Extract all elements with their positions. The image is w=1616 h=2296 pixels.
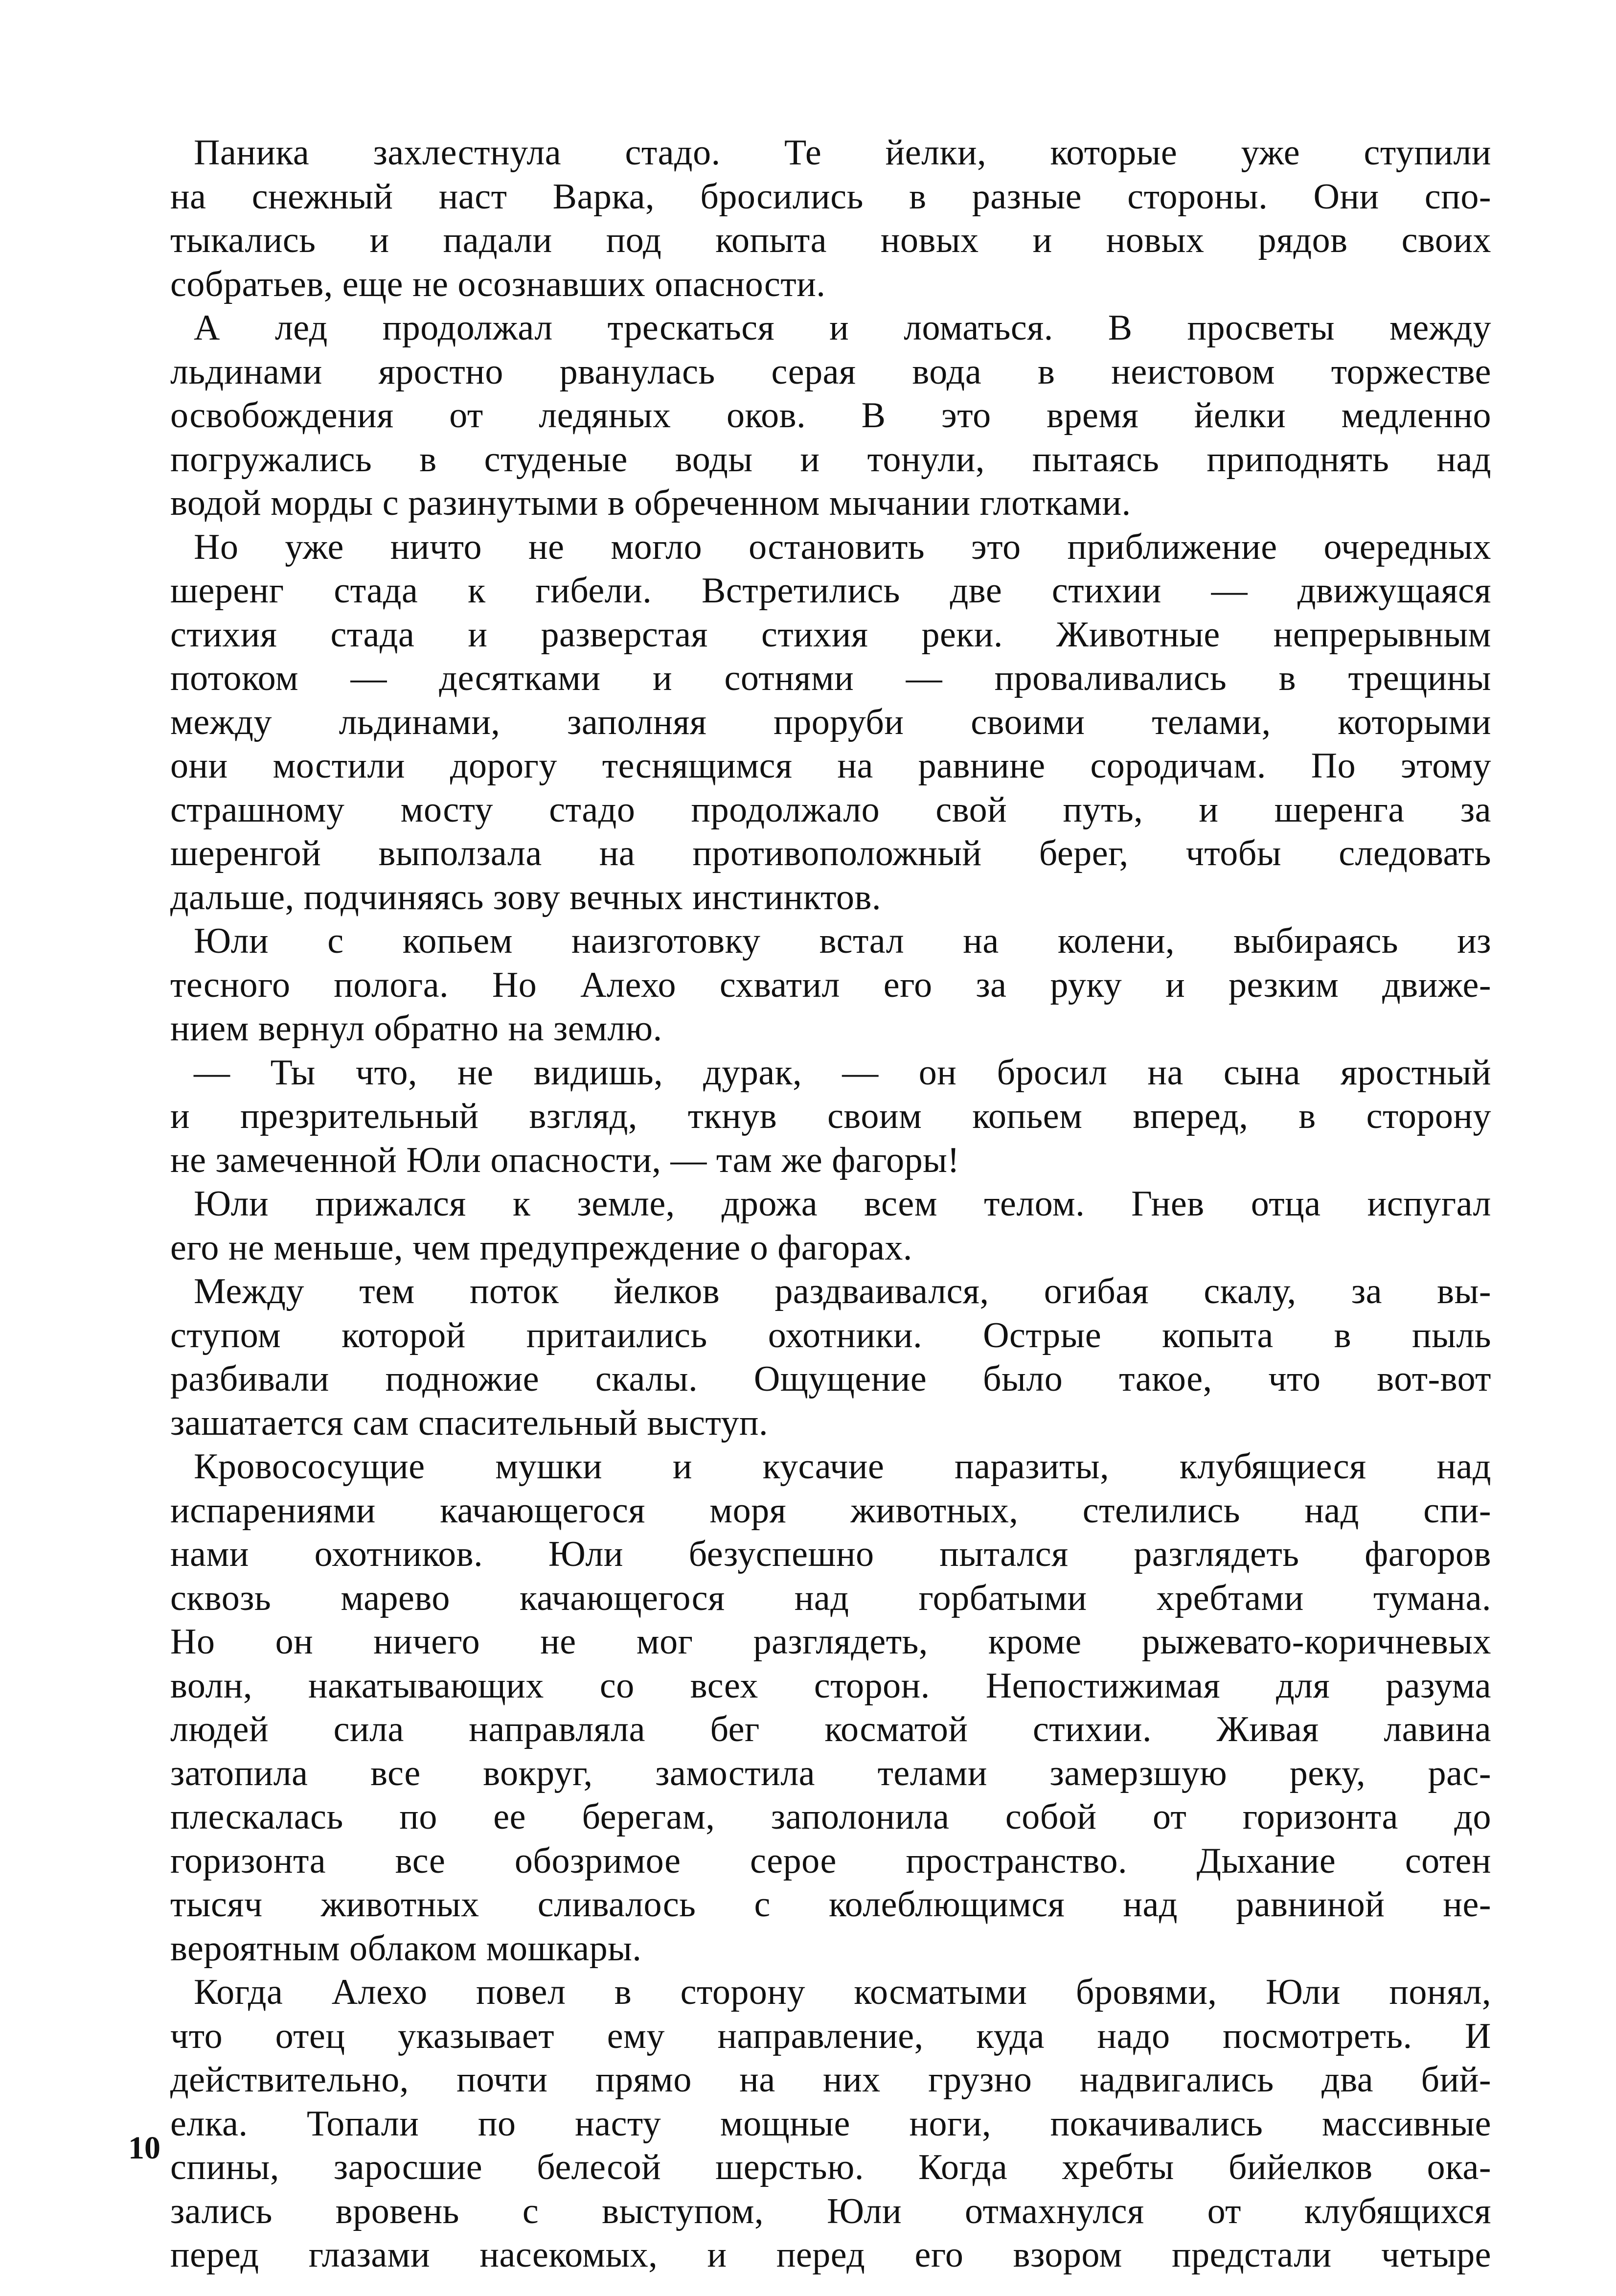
text-line: шеренг стада к гибели. Встретились две стихии — движущаяся: [170, 571, 1491, 611]
text-line: сквозь марево качающегося над горбатыми хребтами тумана.: [170, 1578, 1491, 1618]
text-line: Когда Алехо повел в сторону косматыми бровями, Юли понял,: [194, 1972, 1491, 2012]
text-line: собратьев, еще не осознавших опасности.: [170, 264, 826, 304]
text-line: что отец указывает ему направление, куда надо посмотреть. И: [170, 2016, 1491, 2056]
paragraph: [170, 919, 1491, 1051]
text-line: страшному мосту стадо продолжало свой путь, и шеренга за: [170, 789, 1491, 830]
text-line: разбивали подножие скалы. Ощущение было такое, что вот-вот: [170, 1359, 1491, 1399]
text-line: не замеченной Юли опасности, — там же фагоры!: [170, 1140, 960, 1180]
text-line: Юли прижался к земле, дрожа всем телом. Гнев отца испугал: [194, 1184, 1491, 1224]
paragraph: [170, 131, 1491, 306]
text-line: действительно, почти прямо на них грузно надвигались два бий-: [170, 2060, 1491, 2100]
text-line: Но уже ничто не могло остановить это приближение очередных: [194, 527, 1491, 567]
text-line: Паника захлестнула стадо. Те йелки, которые уже ступили: [194, 133, 1491, 173]
text-line: погружались в студеные воды и тонули, пытаясь приподнять над: [170, 439, 1491, 480]
text-line: его не меньше, чем предупреждение о фагорах.: [170, 1227, 912, 1268]
paragraph: [170, 1445, 1491, 1971]
text-line: спины, заросшие белесой шерстью. Когда хребты бийелков ока-: [170, 2147, 1491, 2187]
text-line: зашатается сам спасительный выступ.: [170, 1402, 768, 1443]
paragraph: [170, 1971, 1491, 2277]
text-line: и презрительный взгляд, ткнув своим копьем вперед, в сторону: [170, 1096, 1491, 1136]
text-line: — Ты что, не видишь, дурак, — он бросил на сына яростный: [194, 1052, 1491, 1093]
text-line: водой морды с разинутыми в обреченном мычании глотками.: [170, 483, 1131, 523]
text-line: дальше, подчиняясь зову вечных инстинктов.: [170, 877, 881, 918]
text-line: нием вернул обратно на землю.: [170, 1009, 662, 1049]
text-line: елка. Топали по насту мощные ноги, покачивались массивные: [170, 2103, 1491, 2144]
text-line: Но он ничего не мог разглядеть, кроме рыжевато-коричневых: [170, 1622, 1491, 1662]
text-line: тесного полога. Но Алехо схватил его за руку и резким движе-: [170, 964, 1491, 1005]
page-number: 10: [128, 2130, 160, 2166]
text-line: шеренгой выползала на противоположный берег, чтобы следовать: [170, 833, 1491, 873]
paragraph: [170, 1182, 1491, 1270]
text-line: льдинами яростно рванулась серая вода в неистовом торжестве: [170, 351, 1491, 392]
text-line: освобождения от ледяных оков. В это время йелки медленно: [170, 395, 1491, 436]
paragraph: [170, 526, 1491, 920]
text-line: нами охотников. Юли безуспешно пытался разглядеть фагоров: [170, 1534, 1491, 1574]
text-line: плескалась по ее берегам, заполонила собой от горизонта до: [170, 1797, 1491, 1837]
text-line: между льдинами, заполняя проруби своими телами, которыми: [170, 702, 1491, 742]
text-line: вероятным облаком мошкары.: [170, 1928, 642, 1969]
text-line: Юли с копьем наизготовку встал на колени, выбираясь из: [194, 921, 1491, 961]
text-line: стихия стада и разверстая стихия реки. Животные непрерывным: [170, 614, 1491, 655]
paragraph: [170, 1051, 1491, 1183]
text-line: потоком — десятками и сотнями — проваливались в трещины: [170, 658, 1491, 698]
text-line: они мостили дорогу теснящимся на равнине сородичам. По этому: [170, 746, 1491, 786]
text-line: зались вровень с выступом, Юли отмахнулся от клубящихся: [170, 2191, 1491, 2231]
text-line: тысяч животных сливалось с колеблющимся над равниной не-: [170, 1884, 1491, 1925]
paragraph: [170, 1270, 1491, 1445]
text-line: Между тем поток йелков раздваивался, огибая скалу, за вы-: [194, 1271, 1491, 1311]
text-line: испарениями качающегося моря животных, стелились над спи-: [170, 1490, 1491, 1531]
text-line: Кровососущие мушки и кусачие паразиты, клубящиеся над: [194, 1446, 1491, 1487]
body-text: [170, 131, 1491, 2277]
text-line: людей сила направляла бег косматой стихии. Живая лавина: [170, 1709, 1491, 1749]
text-line: перед глазами насекомых, и перед его взором предстали четыре: [170, 2235, 1491, 2275]
text-line: на снежный наст Варка, бросились в разные стороны. Они спо-: [170, 176, 1491, 217]
text-line: волн, накатывающих со всех сторон. Непостижимая для разума: [170, 1665, 1491, 1706]
paragraph: [170, 306, 1491, 526]
text-line: тыкались и падали под копыта новых и новых рядов своих: [170, 220, 1491, 260]
text-line: А лед продолжал трескаться и ломаться. В просветы между: [194, 308, 1491, 348]
text-line: горизонта все обозримое серое пространство. Дыхание сотен: [170, 1840, 1491, 1881]
text-line: затопила все вокруг, замостила телами замерзшую реку, рас-: [170, 1753, 1491, 1793]
text-line: ступом которой притаились охотники. Острые копыта в пыль: [170, 1315, 1491, 1355]
